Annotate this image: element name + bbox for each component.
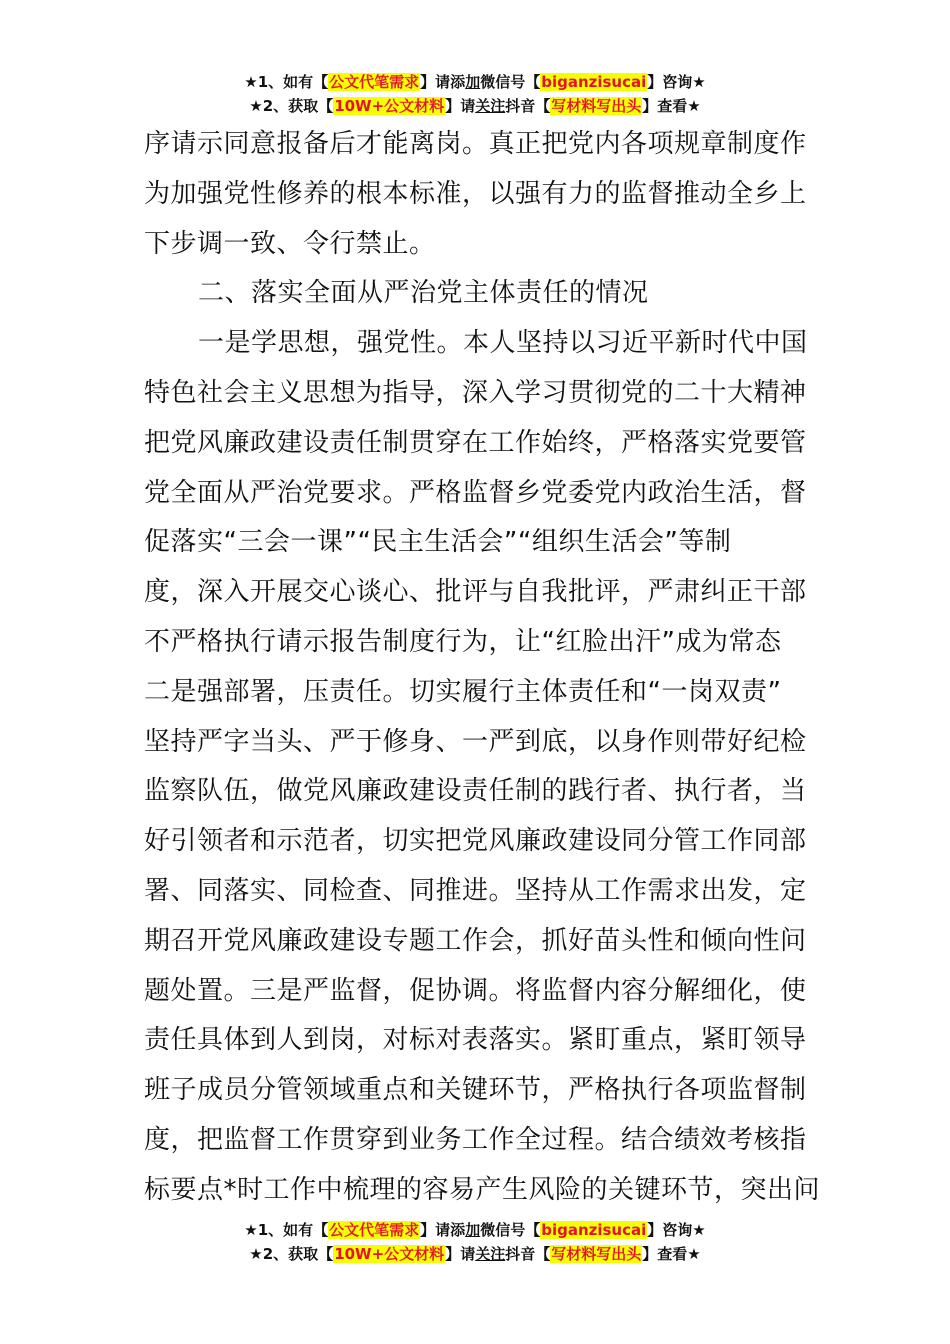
body-line: 序请示同意报备后才能离岗。真正把党内各项规章制度作: [144, 129, 807, 159]
highlight-douyin-id: 写材料写出头: [551, 97, 642, 115]
banner-underlined-text: 关注: [475, 97, 506, 115]
body-line: 下步调一致、令行禁止。: [144, 228, 436, 259]
banner-text: 】请添: [420, 73, 466, 91]
banner-text: 】请添: [420, 1221, 466, 1239]
banner-line-1: [0, 1218, 950, 1242]
body-line: 署、同落实、同检查、同推进。坚持从工作需求出发，定: [144, 875, 807, 906]
body-line: 不严格执行请示报告制度行为，让“红脸出汗”成为常态: [144, 626, 782, 657]
body-line: 监察队伍，做党风廉政建设责任制的践行者、执行者，当: [144, 776, 807, 807]
section-heading: 二、落实全面从严治党主体责任的情况: [198, 278, 649, 309]
banner-text: 】请: [445, 1245, 476, 1263]
highlight-wechat-id: biganzisucai: [541, 1221, 647, 1239]
body-line: 坚持严字当头、严于修身、一严到底，以身作则带好纪检: [144, 726, 807, 757]
banner-text: 】咨询★: [647, 73, 706, 91]
banner-text: 微信号【: [480, 73, 541, 91]
header-banner: [0, 70, 950, 118]
banner-text: 】查看★: [642, 1245, 701, 1263]
banner-line-2: [0, 94, 950, 118]
document-body: [144, 120, 824, 1216]
body-line: 为加强党性修养的根本标准，以强有力的监督推动全乡上: [144, 178, 807, 209]
body-line: 把党风廉政建设责任制贯穿在工作始终，严格落实党要管: [144, 427, 807, 458]
banner-text: ★2、获取【: [249, 1245, 334, 1263]
banner-text: 】请: [445, 97, 476, 115]
banner-text: 】咨询★: [647, 1221, 706, 1239]
body-line: 度，把监督工作贯穿到业务工作全过程。结合绩效考核指: [144, 1124, 807, 1155]
highlight-douyin-id: 写材料写出头: [551, 1245, 642, 1263]
highlight-service: 公文代笔需求: [329, 1221, 420, 1239]
banner-text: 抖音【: [505, 1245, 551, 1263]
footer-banner: [0, 1218, 950, 1266]
highlight-materials: 10W+公文材料: [334, 1245, 445, 1263]
highlight-materials: 10W+公文材料: [334, 97, 445, 115]
body-line: 促落实“三会一课”“民主生活会”“组织生活会”等制: [144, 527, 732, 558]
body-line: 责任具体到人到岗，对标对表落实。紧盯重点，紧盯领导: [144, 1025, 807, 1056]
banner-line-2: [0, 1242, 950, 1266]
body-line: 党全面从严治党要求。严格监督乡党委党内政治生活，督: [144, 477, 807, 508]
body-line: 题处置。三是严监督，促协调。将监督内容分解细化，使: [144, 975, 807, 1006]
banner-text: 抖音【: [505, 97, 551, 115]
banner-underlined-text: 加: [465, 73, 481, 91]
body-line: 标要点*时工作中梳理的容易产生风险的关键环节，突出问: [144, 1174, 821, 1205]
banner-text: 】查看★: [642, 97, 701, 115]
banner-underlined-text: 关注: [475, 1245, 506, 1263]
body-line: 班子成员分管领域重点和关键环节，严格执行各项监督制: [144, 1075, 807, 1106]
body-line: 特色社会主义思想为指导，深入学习贯彻党的二十大精神: [144, 377, 807, 408]
banner-underlined-text: 加: [465, 1221, 481, 1239]
body-line: 度，深入开展交心谈心、批评与自我批评，严肃纠正干部: [144, 577, 807, 608]
banner-text: ★1、如有【: [244, 1221, 329, 1239]
banner-text: ★2、获取【: [249, 97, 334, 115]
banner-line-1: [0, 70, 950, 94]
body-line: 期召开党风廉政建设专题工作会，抓好苗头性和倾向性问: [144, 925, 807, 956]
banner-text: ★1、如有【: [244, 73, 329, 91]
body-line: 一是学思想，强党性。本人坚持以习近平新时代中国: [198, 328, 808, 359]
banner-text: 微信号【: [480, 1221, 541, 1239]
highlight-wechat-id: biganzisucai: [541, 73, 647, 91]
body-line: 好引领者和示范者，切实把党风廉政建设同分管工作同部: [144, 826, 807, 857]
body-line: 二是强部署，压责任。切实履行主体责任和“一岗双责”: [144, 676, 782, 707]
highlight-service: 公文代笔需求: [329, 73, 420, 91]
